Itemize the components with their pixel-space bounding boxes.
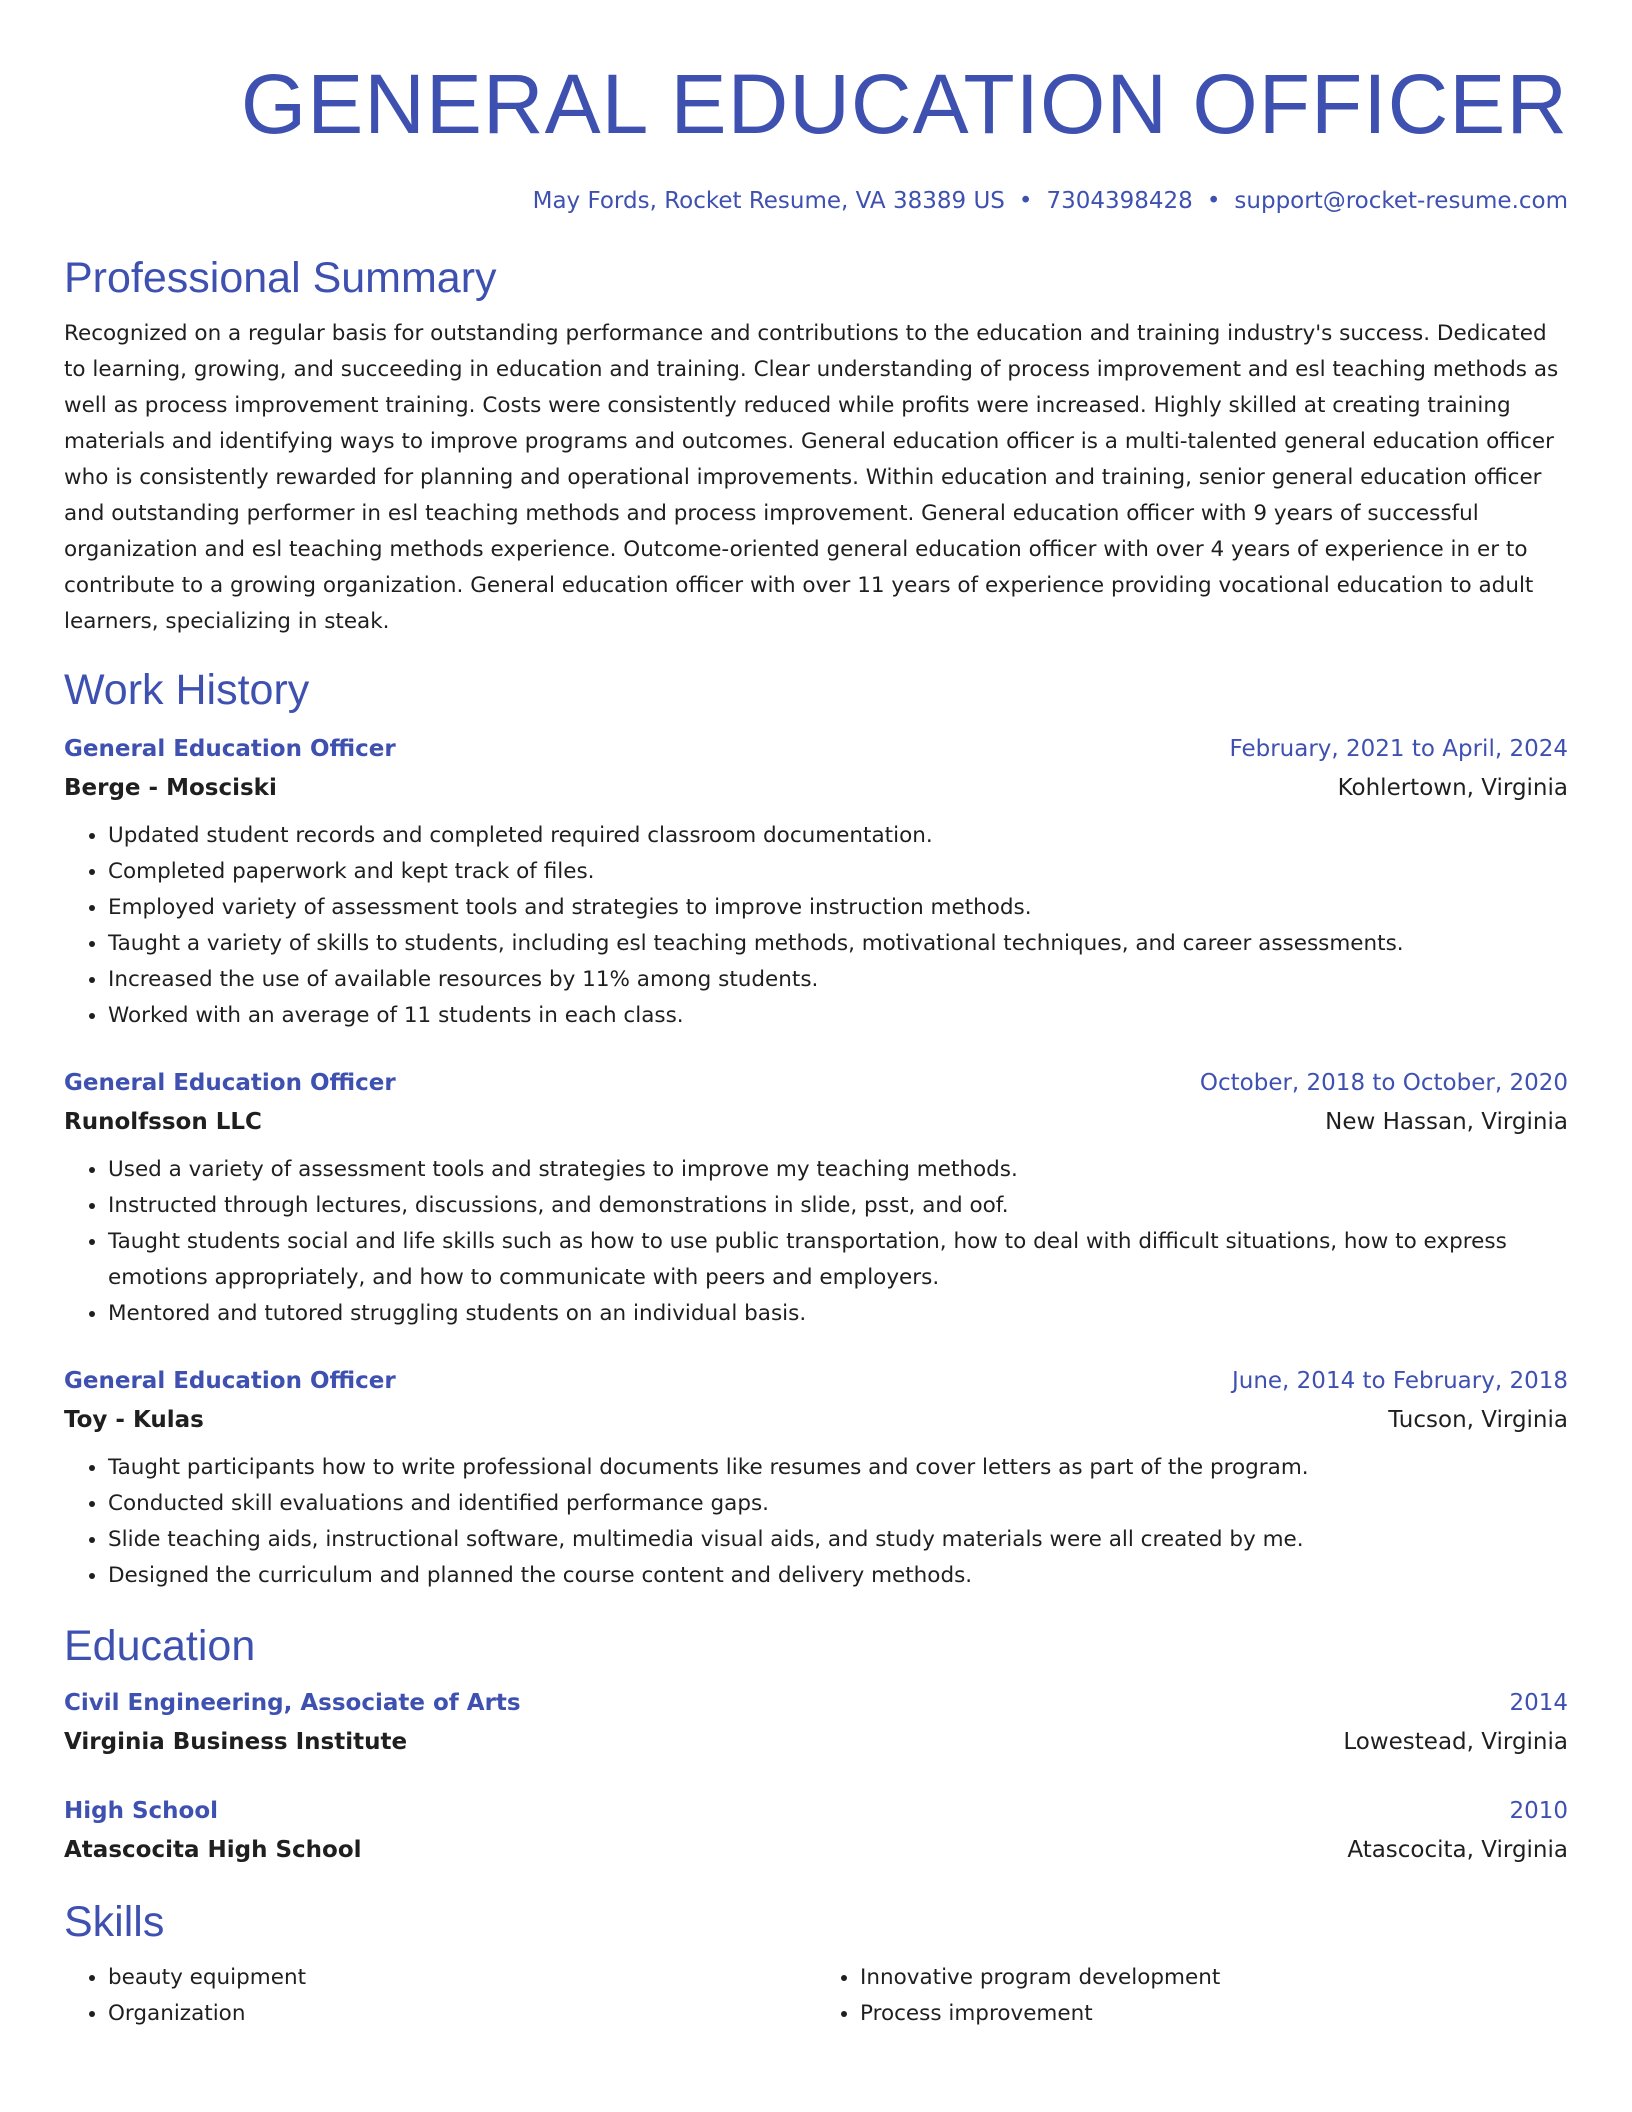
education-location: Atascocita, Virginia [1347, 1837, 1568, 1863]
education-year: 2014 [1509, 1690, 1568, 1716]
list-item: • Worked with an average of 11 students in each class. [108, 998, 1568, 1034]
list-item: • beauty equipment [108, 1960, 816, 1996]
list-item: • Increased the use of available resources by 11% among students. [108, 962, 1568, 998]
job-entry [64, 730, 1568, 1034]
contact-email: support@rocket-resume.com [1234, 188, 1568, 214]
job-dates: October, 2018 to October, 2020 [1199, 1070, 1568, 1096]
list-item: • Organization [108, 1996, 816, 2032]
education-header-row [64, 1792, 1568, 1830]
job-location: Kohlertown, Virginia [1337, 775, 1568, 801]
job-entry [64, 1362, 1568, 1594]
skills-list [64, 1960, 1568, 2032]
contact-phone: 7304398428 [1046, 188, 1193, 214]
job-employer: Toy - Kulas [64, 1407, 204, 1433]
contact-separator: • [1018, 188, 1033, 214]
list-item: • Taught students social and life skills such as how to use public transportation, how to deal with difficult situations, how to express emotions appropriately, and how to communicate with peers and employers. [108, 1224, 1568, 1296]
list-item: • Mentored and tutored struggling students on an individual basis. [108, 1296, 1568, 1332]
contact-separator: • [1206, 188, 1221, 214]
list-item: • Completed paperwork and kept track of files. [108, 854, 1568, 890]
contact-address: May Fords, Rocket Resume, VA 38389 US [532, 188, 1005, 214]
job-bullets [64, 1152, 1568, 1332]
list-item: • Used a variety of assessment tools and strategies to improve my teaching methods. [108, 1152, 1568, 1188]
job-location: New Hassan, Virginia [1325, 1109, 1568, 1135]
education-school-row [64, 1722, 1568, 1762]
education-location: Lowestead, Virginia [1343, 1729, 1568, 1755]
resume-header [64, 56, 1568, 216]
education-school: Atascocita High School [64, 1837, 362, 1863]
job-employer-row [64, 1400, 1568, 1440]
job-employer: Berge - Mosciski [64, 775, 277, 801]
list-item: • Instructed through lectures, discussions, and demonstrations in slide, psst, and oof. [108, 1188, 1568, 1224]
job-employer-row [64, 768, 1568, 808]
candidate-title: GENERAL EDUCATION OFFICER [240, 57, 1568, 151]
education-header-row [64, 1684, 1568, 1722]
skills-column-right [816, 1960, 1568, 2032]
list-item: • Innovative program development [860, 1960, 1568, 1996]
job-location: Tucson, Virginia [1388, 1407, 1568, 1433]
job-title: General Education Officer [64, 1368, 396, 1394]
section-title-education: Education [64, 1622, 256, 1670]
education-school: Virginia Business Institute [64, 1729, 408, 1755]
education-school-row [64, 1830, 1568, 1870]
job-header-row [64, 1064, 1568, 1102]
job-bullets [64, 818, 1568, 1034]
section-title-summary: Professional Summary [64, 254, 497, 302]
section-title-work-history: Work History [64, 666, 310, 714]
education-entry [64, 1684, 1568, 1762]
list-item: • Employed variety of assessment tools and strategies to improve instruction methods. [108, 890, 1568, 926]
job-dates: February, 2021 to April, 2024 [1229, 736, 1568, 762]
list-item: • Taught a variety of skills to students, including esl teaching methods, motivational techniques, and career assessments. [108, 926, 1568, 962]
summary-text: Recognized on a regular basis for outstanding performance and contributions to the education and training industry's success. Dedicated to learning, growing, and succeeding in education and training. Clear understanding of process improvement and esl teaching methods as well as process improvement training. Costs were consistently reduced while profits were increased. Highly skilled at creating training materials and identifying ways to improve programs and outcomes. General education officer is a multi-talented general education officer who is consistently rewarded for planning and operational improvements. Within education and training, senior general education officer and outstanding performer in esl teaching methods and process improvement. General education officer with 9 years of successful organization and esl teaching methods experience. Outcome-oriented general education officer with over 4 years of experience in er to contribute to a growing organization. General education officer with over 11 years of experience providing vocational education to adult learners, specializing in steak. [64, 321, 1559, 634]
job-header-row [64, 730, 1568, 768]
job-dates: June, 2014 to February, 2018 [1231, 1368, 1568, 1394]
list-item: • Taught participants how to write professional documents like resumes and cover letters as part of the program. [108, 1450, 1568, 1486]
job-entry [64, 1064, 1568, 1332]
education-year: 2010 [1509, 1798, 1568, 1824]
list-item: • Slide teaching aids, instructional software, multimedia visual aids, and study materials were all created by me. [108, 1522, 1568, 1558]
list-item: • Updated student records and completed required classroom documentation. [108, 818, 1568, 854]
job-employer: Runolfsson LLC [64, 1109, 262, 1135]
section-title-skills: Skills [64, 1898, 165, 1946]
job-header-row [64, 1362, 1568, 1400]
contact-line [64, 186, 1568, 216]
job-title: General Education Officer [64, 1070, 396, 1096]
education-entry [64, 1792, 1568, 1870]
list-item: • Designed the curriculum and planned the course content and delivery methods. [108, 1558, 1568, 1594]
job-bullets [64, 1450, 1568, 1594]
job-employer-row [64, 1102, 1568, 1142]
list-item: • Conducted skill evaluations and identified performance gaps. [108, 1486, 1568, 1522]
list-item: • Process improvement [860, 1996, 1568, 2032]
education-degree: High School [64, 1798, 219, 1824]
education-degree: Civil Engineering, Associate of Arts [64, 1690, 521, 1716]
skills-column-left [64, 1960, 816, 2032]
job-title: General Education Officer [64, 736, 396, 762]
